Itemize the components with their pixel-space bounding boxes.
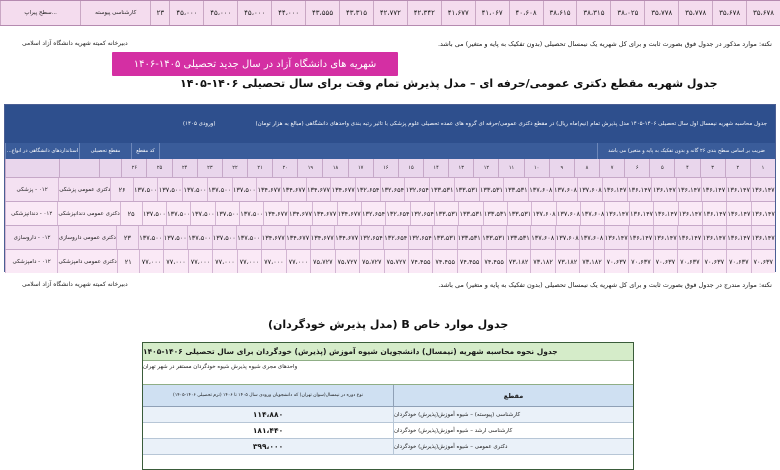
table-cell: ۷۰،۶۳۷ bbox=[751, 250, 775, 273]
table-cell: ۱۳۷،۵۰۰ bbox=[190, 202, 214, 225]
table-cell: ۱۳۷،۶۰۸ bbox=[553, 178, 578, 201]
table2-sub-levels-span bbox=[159, 143, 597, 159]
strip-col-group: سطح پیراپ... bbox=[0, 1, 80, 25]
table-cell: ۱۳۳،۵۳۱ bbox=[458, 202, 482, 225]
table-cell: ۱۳۷،۵۰۰ bbox=[187, 226, 212, 249]
table-cell: ۱۳۷،۵۰۰ bbox=[138, 226, 163, 249]
table-cell: ۱۳۷،۶۰۸ bbox=[528, 178, 553, 201]
table-cell: ۱۳۳،۵۳۱ bbox=[479, 178, 504, 201]
table-cell: ۷۴،۴۵۵ bbox=[457, 250, 481, 273]
strip-cell: ۳۵،۷۷۸ bbox=[678, 1, 712, 25]
table1-last-row bbox=[0, 0, 780, 26]
row-grade: دکتری عمومی دندانپزشکی bbox=[57, 202, 119, 225]
table-cell: ۱۳۲،۶۵۴ bbox=[359, 226, 384, 249]
table-cell: ۱۳۲،۶۵۴ bbox=[361, 202, 385, 225]
level-header: ۱ bbox=[750, 159, 775, 177]
table-cell: ۱۳۴،۶۷۷ bbox=[281, 178, 306, 201]
level-header: ۸ bbox=[574, 159, 599, 177]
table-cell: ۷۷،۰۰۰ bbox=[261, 250, 285, 273]
strip-cell: ۴۲،۷۷۲ bbox=[373, 1, 407, 25]
table-cell: ۱۳۶،۱۴۷ bbox=[653, 226, 678, 249]
table-cell: ۷۰،۶۳۷ bbox=[726, 250, 750, 273]
table-cell: ۱۳۴،۶۷۷ bbox=[263, 202, 287, 225]
strip-cell: ۳۵،۶۷۸ bbox=[746, 1, 780, 25]
table-cell: ۱۳۳،۵۳۱ bbox=[507, 202, 531, 225]
table-cell: ۱۳۴،۶۷۷ bbox=[334, 226, 359, 249]
row-grade: دکتری عمومی داروسازی bbox=[58, 226, 116, 249]
table-cell: ۱۳۶،۱۴۷ bbox=[604, 202, 628, 225]
table-cell: ۱۳۶،۱۴۷ bbox=[726, 178, 751, 201]
strip-cell: ۴۵،۰۰۰ bbox=[203, 1, 237, 25]
strip-cell: ۴۴،۰۰۰ bbox=[271, 1, 305, 25]
table-cell: ۱۳۴،۶۷۷ bbox=[288, 202, 312, 225]
table-row bbox=[5, 177, 775, 201]
table-row bbox=[143, 423, 633, 439]
table3-column-header bbox=[143, 385, 633, 407]
table-cell: ۱۳۷،۵۰۰ bbox=[142, 202, 166, 225]
row-grade: دکتری عمومی پزشکی bbox=[58, 178, 110, 201]
row-grade: دکتری عمومی دامپزشکی bbox=[57, 250, 116, 273]
level-header: ۱۵ bbox=[398, 159, 423, 177]
table-cell: ۷۵،۷۲۷ bbox=[359, 250, 383, 273]
table-cell: ۷۵،۷۲۷ bbox=[310, 250, 334, 273]
table-cell: ۱۳۲،۶۵۴ bbox=[408, 226, 433, 249]
row-amount: ۳۹۹،۰۰۰ bbox=[252, 442, 284, 451]
table3-title: جدول موارد خاص B (مدل پذیرش خودگردان) bbox=[268, 318, 509, 331]
table-cell: ۷۰،۶۳۷ bbox=[604, 250, 628, 273]
table-cell: ۷۳،۱۸۲ bbox=[555, 250, 579, 273]
table3-body bbox=[143, 407, 633, 455]
level-header: ۱۳ bbox=[448, 159, 473, 177]
row-field: ۰۱۲ - دندانپزشکی bbox=[5, 202, 57, 225]
level-header: ۱۸ bbox=[322, 159, 347, 177]
table-row bbox=[5, 225, 775, 249]
table-cell: ۱۳۶،۱۴۷ bbox=[628, 226, 653, 249]
table3-subheader: واحدهای مجری شیوه پذیرش شیوه خودگردان مستقر در شهر تهران bbox=[143, 361, 633, 373]
strip-cell: ۳۵،۷۷۸ bbox=[644, 1, 678, 25]
strip-cell: ۳۸،۰۲۵ bbox=[610, 1, 644, 25]
level-field-header bbox=[5, 159, 59, 177]
level-header: ۵ bbox=[649, 159, 674, 177]
table-cell: ۷۰،۶۳۷ bbox=[702, 250, 726, 273]
table-cell: ۱۳۷،۶۰۸ bbox=[531, 202, 555, 225]
table-cell: ۷۳،۱۸۲ bbox=[579, 250, 603, 273]
table3-subheader-2 bbox=[143, 373, 633, 385]
table-cell: ۷۷،۰۰۰ bbox=[212, 250, 236, 273]
table-cell: ۱۳۶،۱۴۷ bbox=[653, 202, 677, 225]
table-cell: ۱۳۴،۶۷۷ bbox=[261, 226, 286, 249]
table-cell: ۱۳۳،۵۳۱ bbox=[454, 178, 479, 201]
row-grade: کارشناسی (پیوسته) – شیوه آموزش(پذیرش) خودگردان bbox=[393, 407, 633, 422]
table-cell: ۱۳۳،۵۳۱ bbox=[429, 178, 454, 201]
strip-cell: ۴۲،۳۴۲ bbox=[407, 1, 441, 25]
table-cell: ۱۳۶،۱۴۷ bbox=[702, 226, 727, 249]
table-cell: ۷۵،۷۲۷ bbox=[335, 250, 359, 273]
table-row bbox=[5, 249, 775, 273]
table-cell: ۱۳۲،۶۵۴ bbox=[385, 202, 409, 225]
table-cell: ۱۳۶،۱۴۷ bbox=[651, 178, 676, 201]
table-cell: ۱۳۶،۱۴۷ bbox=[701, 178, 726, 201]
table-cell: ۱۳۷،۵۰۰ bbox=[166, 202, 190, 225]
table-cell: ۱۳۷،۵۰۰ bbox=[212, 226, 237, 249]
level-header: ۱۴ bbox=[423, 159, 448, 177]
level-header: ۲۵ bbox=[146, 159, 171, 177]
table-cell: ۱۳۷،۵۰۰ bbox=[236, 226, 261, 249]
table3-col-amount: نوع دوره در نیمسال(سوان تهران) که دانشجویان ورودی سال ۱۴۰۵ تا ۱۴۰۶ (ترم تحصیلی ۱۴۰۶-۱۴۰۵) bbox=[173, 393, 363, 398]
level-header: ۲۳ bbox=[197, 159, 222, 177]
table-cell: ۷۳،۱۸۲ bbox=[506, 250, 530, 273]
table-cell: ۷۷،۰۰۰ bbox=[237, 250, 261, 273]
table2-header-entry: (ورودی ۱۴۰۵) bbox=[182, 121, 216, 127]
table-cell: ۱۳۷،۵۰۰ bbox=[163, 226, 188, 249]
table-cell: ۱۳۷،۵۰۰ bbox=[182, 178, 207, 201]
table-cell: ۱۳۶،۱۴۷ bbox=[677, 226, 702, 249]
level-header: ۱۲ bbox=[473, 159, 498, 177]
table-cell: ۱۳۲،۶۵۴ bbox=[355, 178, 380, 201]
level-header: ۱۱ bbox=[498, 159, 523, 177]
strip-col-grade: کارشناسی پیوسته bbox=[80, 1, 150, 25]
table2-header-main: جدول محاسبه شهریه نیمسال اول سال تحصیلی ۱۴۰۶-۱۴۰۵ مدل پذیرش تمام (نیم)ماه ریال) در مقطع دکتری عمومی/حرفه ای گروه های عمده تحصیلی علوم پزشکی با تاثیر رتبه بندی واحدهای دانشگاهی (مبالغ به هزار تومان) bbox=[255, 121, 767, 127]
table-cell: ۷۷،۰۰۰ bbox=[163, 250, 187, 273]
table-cell: ۱۳۳،۵۳۱ bbox=[481, 226, 506, 249]
level-grade-header bbox=[59, 159, 99, 177]
table-cell: ۷۴،۴۵۵ bbox=[481, 250, 505, 273]
table-cell: ۱۳۶،۱۴۷ bbox=[702, 202, 726, 225]
strip-cell: ۴۵،۰۰۰ bbox=[169, 1, 203, 25]
row-code: ۲۱ bbox=[117, 250, 139, 273]
table-cell: ۷۴،۴۵۵ bbox=[432, 250, 456, 273]
level-header: ۱۶ bbox=[373, 159, 398, 177]
row-field: ۰۱۲ - دامپزشکی bbox=[5, 250, 58, 273]
level-header: ۱۹ bbox=[297, 159, 322, 177]
table-cell: ۱۳۷،۶۰۸ bbox=[580, 202, 604, 225]
table-cell: ۱۳۳،۵۳۱ bbox=[432, 226, 457, 249]
doctorate-tuition-table bbox=[4, 104, 776, 272]
table-cell: ۱۳۴،۶۷۷ bbox=[285, 226, 310, 249]
table-row bbox=[143, 407, 633, 423]
level-header: ۳ bbox=[700, 159, 725, 177]
table2-sub-levels: ضریب بر اساس سطح بندی ۲۶ گانه و بدون تفکیک به پایه و متغیر) می باشد bbox=[597, 143, 775, 159]
table-cell: ۱۳۶،۱۴۷ bbox=[629, 202, 653, 225]
table-cell: ۱۳۷،۶۰۸ bbox=[579, 226, 604, 249]
strip-cell: ۴۱،۶۷۷ bbox=[441, 1, 475, 25]
level-code-header bbox=[99, 159, 122, 177]
strip-cell: ۴۳،۵۵۵ bbox=[305, 1, 339, 25]
level-header: ۲۴ bbox=[172, 159, 197, 177]
strip-cell: ۳۵،۶۷۸ bbox=[712, 1, 746, 25]
table-cell: ۱۳۲،۶۵۴ bbox=[383, 226, 408, 249]
level-header: ۲۰ bbox=[272, 159, 297, 177]
strip-cell: ۳۸،۶۱۵ bbox=[543, 1, 577, 25]
table-cell: ۷۰،۶۳۷ bbox=[677, 250, 701, 273]
table2-signature: دبیرخانه کمیته شهریه دانشگاه آزاد اسلامی bbox=[22, 281, 128, 288]
table2-header bbox=[5, 105, 775, 143]
table-cell: ۱۳۶،۱۴۷ bbox=[751, 226, 776, 249]
table-cell: ۱۳۷،۵۰۰ bbox=[232, 178, 257, 201]
table-cell: ۱۳۷،۵۰۰ bbox=[207, 178, 232, 201]
table2-note: نکته: موارد مندرج در جدول فوق بصورت ثابت و برای کل شهریه یک نیمسال تحصیلی (بدون تفکیک به پایه و متغیر) می باشد. bbox=[438, 281, 772, 289]
row-code: ۲۳ bbox=[116, 226, 138, 249]
row-grade: کارشناسی ارشد – شیوه آموزش(پذیرش) خودگردان bbox=[393, 423, 633, 438]
table2-title: جدول شهریه مقطع دکتری عمومی/حرفه ای – مدل پذیرش تمام وقت برای سال تحصیلی ۱۴۰۶-۱۴۰۵ bbox=[180, 77, 718, 90]
table-cell: ۱۳۴،۶۷۷ bbox=[306, 178, 331, 201]
table-cell: ۱۳۴،۶۷۷ bbox=[337, 202, 361, 225]
strip-cell: ۴۳،۳۱۵ bbox=[339, 1, 373, 25]
year-banner: شهریه های دانشگاه آزاد در سال جدید تحصیلی ۱۴۰۵-۱۴۰۶ bbox=[112, 52, 398, 76]
strip-cell: ۴۵،۰۰۰ bbox=[237, 1, 271, 25]
table-cell: ۱۳۶،۱۴۷ bbox=[726, 202, 750, 225]
row-code: ۲۵ bbox=[120, 202, 142, 225]
table-cell: ۱۳۲،۶۵۴ bbox=[410, 202, 434, 225]
level-header: ۶ bbox=[624, 159, 649, 177]
table-cell: ۷۴،۴۵۵ bbox=[408, 250, 432, 273]
table-cell: ۷۷،۰۰۰ bbox=[286, 250, 310, 273]
table-cell: ۱۳۳،۵۳۱ bbox=[506, 226, 531, 249]
table-cell: ۷۷،۰۰۰ bbox=[139, 250, 163, 273]
row-amount: ۱۱۴،۸۸۰ bbox=[252, 410, 284, 419]
level-header: ۲۲ bbox=[222, 159, 247, 177]
table-cell: ۱۳۶،۱۴۷ bbox=[750, 178, 775, 201]
table-cell: ۱۳۳،۵۳۱ bbox=[457, 226, 482, 249]
table-cell: ۱۳۳،۵۳۱ bbox=[503, 178, 528, 201]
row-amount: ۱۸۱،۴۴۰ bbox=[252, 426, 284, 435]
level-header: ۲۶ bbox=[121, 159, 146, 177]
table2-body bbox=[5, 177, 775, 273]
table-cell: ۱۳۷،۶۰۸ bbox=[555, 226, 580, 249]
table-cell: ۱۳۴،۶۷۷ bbox=[312, 202, 336, 225]
table-cell: ۷۳،۱۸۲ bbox=[530, 250, 554, 273]
table-cell: ۷۰،۶۳۷ bbox=[653, 250, 677, 273]
strip-cell: ۳۸،۳۱۵ bbox=[576, 1, 610, 25]
row-grade: دکتری عمومی – شیوه آموزش(پذیرش) خودگردان bbox=[393, 439, 633, 454]
table1-note: نکته: موارد مذکور در جدول فوق بصورت ثابت و برای کل شهریه یک نیمسال تحصیلی (بدون تفکیک به پایه و متغیر) می باشد. bbox=[437, 40, 772, 48]
table-cell: ۱۳۶،۱۴۷ bbox=[678, 202, 702, 225]
table3-header: جدول نحوه محاسبه شهریه (نیمسال) دانشجویان شیوه آموزش (پذیرش) خودگردان برای سال تحصیلی ۱۴۰۶-۱۴۰۵ bbox=[143, 343, 633, 361]
table-cell: ۱۳۷،۵۰۰ bbox=[133, 178, 158, 201]
table2-sub-grade: مقطع تحصیلی bbox=[79, 143, 131, 159]
table-cell: ۱۳۴،۶۷۷ bbox=[330, 178, 355, 201]
table-row bbox=[5, 201, 775, 225]
table-cell: ۱۳۶،۱۴۷ bbox=[604, 226, 629, 249]
level-header: ۲۱ bbox=[247, 159, 272, 177]
table-cell: ۱۳۶،۱۴۷ bbox=[676, 178, 701, 201]
table2-sub-code: کد مقطع bbox=[131, 143, 159, 159]
table-cell: ۱۳۶،۱۴۷ bbox=[726, 226, 751, 249]
table-cell: ۱۳۶،۱۴۷ bbox=[751, 202, 775, 225]
table-cell: ۱۳۷،۵۰۰ bbox=[157, 178, 182, 201]
table-cell: ۱۳۳،۵۳۱ bbox=[483, 202, 507, 225]
level-header: ۱۷ bbox=[348, 159, 373, 177]
self-funded-tuition-table bbox=[142, 342, 634, 470]
table-cell: ۱۳۷،۶۰۸ bbox=[577, 178, 602, 201]
table2-sub-field: استانداردهای دانشگاهی در انواع... bbox=[5, 143, 79, 159]
table-row bbox=[143, 439, 633, 455]
level-header: ۹ bbox=[549, 159, 574, 177]
strip-col-num: ۲۳ bbox=[150, 1, 169, 25]
table3-col-grade: مقطع bbox=[393, 385, 633, 406]
row-field: ۰۱۲ - داروسازی bbox=[5, 226, 58, 249]
table-cell: ۱۳۲،۶۵۴ bbox=[380, 178, 405, 201]
level-header: ۱۰ bbox=[524, 159, 549, 177]
table2-subheader bbox=[5, 143, 775, 159]
table1-signature: دبیرخانه کمیته شهریه دانشگاه آزاد اسلامی bbox=[22, 40, 128, 47]
level-header: ۷ bbox=[599, 159, 624, 177]
table-cell: ۱۳۷،۶۰۸ bbox=[556, 202, 580, 225]
table-cell: ۱۳۷،۵۰۰ bbox=[239, 202, 263, 225]
table-cell: ۱۳۷،۶۰۸ bbox=[530, 226, 555, 249]
table-cell: ۱۳۲،۶۵۴ bbox=[404, 178, 429, 201]
row-code: ۲۶ bbox=[110, 178, 132, 201]
table-cell: ۷۵،۷۲۷ bbox=[384, 250, 408, 273]
level-header: ۲ bbox=[725, 159, 750, 177]
table-cell: ۱۳۴،۶۷۷ bbox=[256, 178, 281, 201]
table-cell: ۷۷،۰۰۰ bbox=[188, 250, 212, 273]
table-cell: ۱۳۷،۵۰۰ bbox=[215, 202, 239, 225]
table-cell: ۱۳۶،۱۴۷ bbox=[627, 178, 652, 201]
table-cell: ۱۳۳،۵۳۱ bbox=[434, 202, 458, 225]
level-header: ۴ bbox=[674, 159, 699, 177]
table-cell: ۱۳۶،۱۴۷ bbox=[602, 178, 627, 201]
strip-cell: ۴۱،۰۶۷ bbox=[475, 1, 509, 25]
row-field: ۰۱۲ - پزشکی bbox=[5, 178, 58, 201]
table-cell: ۱۳۴،۶۷۷ bbox=[310, 226, 335, 249]
strip-cell: ۴۰،۶۰۸ bbox=[509, 1, 543, 25]
table2-level-row bbox=[5, 159, 775, 177]
table-cell: ۷۰،۶۳۷ bbox=[628, 250, 652, 273]
